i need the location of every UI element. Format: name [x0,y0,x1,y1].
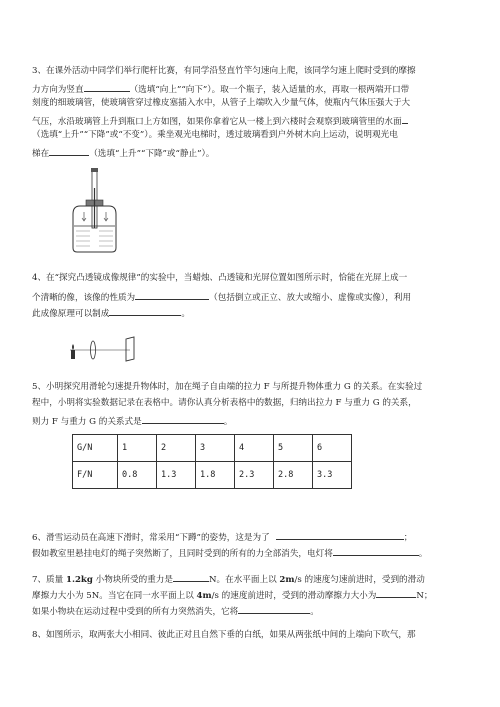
light-screen [126,337,134,361]
q4-line-1: 4、在“探究凸透镜成像规律”的实验中，当蜡烛、凸透镜和光屏位置如图所示时，恰能在光屏上成一 [32,273,408,283]
q8-line-1: 8、如图所示，取两张大小相同、彼此正对且自然下垂的白纸，如果从两张纸中间的上端向下吹气，那 [32,630,416,640]
q4-blank-application[interactable] [109,306,181,316]
table-cell: 0.8 [118,462,157,489]
q3-blank-water-level[interactable] [402,114,408,124]
q7-line-2-text-a: 摩擦力大小为 5N。当它在同一水平面上以 [32,591,197,601]
q7-line-1-text-c: N。在水平面上以 [208,575,280,585]
q7-mass-value: 1.2kg [65,575,93,585]
q7-line-3-text-a: 如果小物块在运动过程中受到的所有力突然消失，它将 [32,607,239,617]
q6-blank-purpose[interactable] [276,530,404,540]
q7-line-1-text-b: 小物块所受的重力是 [92,575,173,585]
q3-line-6-text-b: （选填“上升”“下降”或“静止”）。 [89,149,215,159]
q5-line-3 [32,414,232,428]
q7-line-1-text-a: 7、质量 [32,575,66,585]
q3-line-6 [32,146,214,160]
q7-blank-friction[interactable] [376,588,416,598]
q7-line-1 [32,572,425,586]
q3-line-5: （选填“上升”“下降”或“不变”）。乘坐观光电梯时，透过玻璃看到户外树木向上运动，说明观光电 [32,130,398,140]
q5-line-1: 5、小明探究用滑轮匀速提升物体时，加在绳子自由端的拉力 F 与所提升物体重力 G 的关系。在实验过 [32,382,423,392]
q7-line-1-text-d: /s 的速度匀速前进时，受到的滑动 [294,575,425,585]
bottle-tube-figure [70,168,120,254]
gf-data-table [72,434,352,489]
table-cell: 4 [235,435,274,462]
table-cell: 2.8 [274,462,313,489]
q5-line-3-text-a: 则力 F 与重力 G 的关系式是 [32,417,142,427]
q3-line-2-text-a: 力方向为竖直 [32,85,84,95]
table-row [73,462,352,489]
q6-line-1-text-b: ； [403,533,413,543]
q3-line-1: 3、在课外活动中同学们举行爬杆比赛，有同学沿竖直竹竿匀速向上爬，该同学匀速上爬时受到的摩擦 [32,66,416,76]
q4-line-2-text-b: （包括倒立或正立、放大或缩小、虚像或实像），利用 [209,293,412,303]
candle-flame [72,344,74,350]
q3-line-4-text: 气压，水沿玻璃管上升到瓶口上方如图，如果你拿着它从一楼上到六楼时会观察到玻璃管里的水面 [32,117,402,127]
q3-line-2 [32,82,409,96]
table-cell: 1 [118,435,157,462]
tube-top-cap [91,168,98,172]
q7-line-2-text-c: N； [416,591,433,601]
q3-line-2-text-b: （选填“向上”“向下”）。取一个瓶子，装入适量的水，再取一根两端开口带 [129,85,410,95]
q7-speed-1: 2m [279,575,295,585]
q4-line-3-text-a: 此成像原理可以制成 [32,309,110,319]
lens-setup-figure [66,334,142,364]
q5-blank-relation[interactable] [142,414,224,424]
q6-line-1 [32,530,412,544]
q4-blank-image-property[interactable] [135,290,209,300]
q4-line-2 [32,290,411,304]
table-cell: 2 [157,435,196,462]
table-cell: F/N [73,462,118,489]
q3-blank-elevator-motion[interactable] [49,146,89,156]
table-cell: 2.3 [235,462,274,489]
q7-speed-2: 4m [196,591,212,601]
table-cell: 3 [196,435,235,462]
pressure-arrow-right [104,212,108,221]
q5-line-2: 程中，小明将实验数据记录在表格中。请你认真分析表格中的数据，归纳出拉力 F 与重力 G 的关系， [32,398,417,408]
q4-line-3 [32,306,190,320]
q3-blank-friction-direction[interactable] [84,82,130,92]
candle [71,350,75,359]
table-cell: 6 [313,435,352,462]
water-hatching [76,231,113,246]
q5-line-3-text-b: 。 [223,417,233,427]
q7-blank-motion[interactable] [238,604,310,614]
table-cell: 3.3 [313,462,352,489]
q4-line-2-text-a: 个清晰的像，该像的性质为 [32,293,136,303]
q3-line-6-text-a: 梯在 [32,149,50,159]
q6-blank-lamp-state[interactable] [333,546,419,556]
pressure-arrow-left [82,212,86,221]
table-cell: 1.8 [196,462,235,489]
q7-line-2-text-b: /s 的速度前进时，受到的滑动摩擦力大小为 [211,591,377,601]
table-row [73,435,352,462]
q7-blank-gravity[interactable] [173,572,209,582]
table-cell: 1.3 [157,462,196,489]
q7-line-3 [32,604,319,618]
q3-line-3: 刻度的细玻璃管，使玻璃管穿过橡皮塞插入水中，从管子上端吹入少量气体，使瓶内气体压强大于大 [32,98,411,108]
table-cell: 5 [274,435,313,462]
q7-line-2 [32,588,432,602]
q3-line-4 [32,114,408,128]
q6-line-2 [32,546,427,560]
table-cell: G/N [73,435,118,462]
q6-line-1-text-a: 6、滑雪运动员在高速下滑时，常采用“下蹲”的姿势，这是为了 [32,533,270,543]
q6-line-2-text-a: 假如教室里悬挂电灯的绳子突然断了，且同时受到的所有的力全部消失，电灯将 [32,549,333,559]
q4-line-3-text-b: 。 [181,309,190,319]
q6-line-2-text-b: 。 [418,549,428,559]
q7-line-3-text-b: 。 [310,607,319,617]
